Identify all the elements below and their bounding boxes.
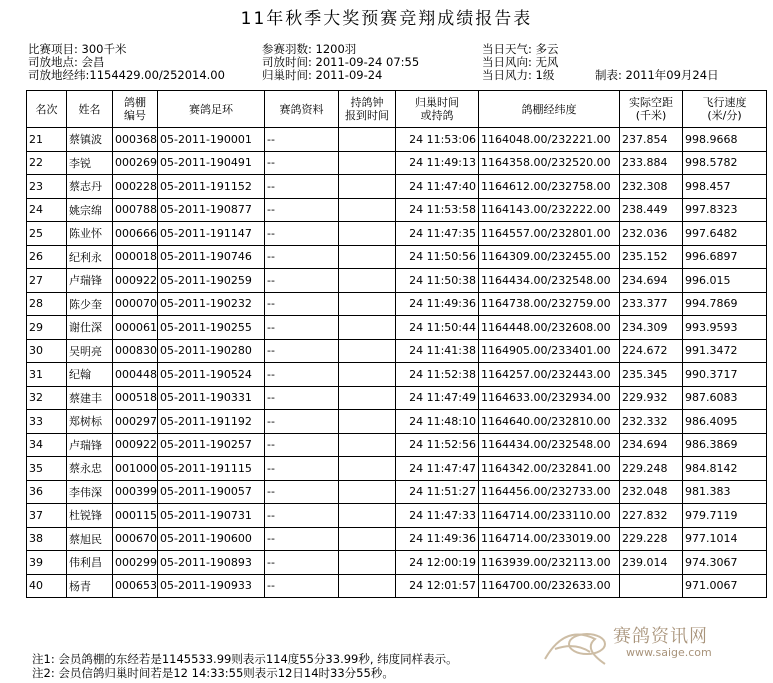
cell-ring: 05-2011-190600 (158, 527, 265, 551)
cell-loft-coords: 1164434.00/232548.00 (479, 433, 620, 457)
report-title: 11年秋季大奖预赛竞翔成绩报告表 (240, 9, 533, 29)
cell-loft-id: 000922 (113, 433, 158, 457)
cell-name: 蔡志丹 (67, 175, 113, 199)
cell-arrival-time: 24 11:47:49 (396, 386, 479, 410)
info-coords: 司放地经纬:1154429.00/252014.00 (28, 68, 225, 82)
cell-pigeon-info: -- (265, 339, 339, 363)
cell-pigeon-info: -- (265, 363, 339, 387)
cell-loft-id: 000830 (113, 339, 158, 363)
cell-loft-coords: 1164143.00/232222.00 (479, 198, 620, 222)
info-made-date: 制表: 2011年09月24日 (595, 68, 719, 82)
cell-ring: 05-2011-190257 (158, 433, 265, 457)
cell-clock-time (339, 433, 396, 457)
cell-name: 陈少奎 (67, 292, 113, 316)
cell-pigeon-info: -- (265, 551, 339, 575)
cell-distance: 239.014 (620, 551, 683, 575)
cell-distance: 229.932 (620, 386, 683, 410)
cell-rank: 28 (27, 292, 67, 316)
cell-loft-coords: 1164612.00/232758.00 (479, 175, 620, 199)
cell-pigeon-info: -- (265, 151, 339, 175)
cell-loft-id: 000399 (113, 480, 158, 504)
table-row (27, 269, 767, 293)
cell-distance: 233.377 (620, 292, 683, 316)
cell-name: 蔡永忠 (67, 457, 113, 481)
cell-pigeon-info: -- (265, 527, 339, 551)
cell-distance: 232.308 (620, 175, 683, 199)
cell-distance: 235.152 (620, 245, 683, 269)
info-count: 参赛羽数: 1200羽 (262, 42, 357, 56)
cell-rank: 33 (27, 410, 67, 434)
table-row (27, 433, 767, 457)
cell-ring: 05-2011-190259 (158, 269, 265, 293)
cell-rank: 27 (27, 269, 67, 293)
table-row (27, 527, 767, 551)
table-row (27, 222, 767, 246)
cell-rank: 31 (27, 363, 67, 387)
cell-clock-time (339, 198, 396, 222)
cell-arrival-time: 24 12:01:57 (396, 574, 479, 598)
cell-arrival-time: 24 11:52:56 (396, 433, 479, 457)
cell-clock-time (339, 222, 396, 246)
cell-loft-coords: 1164557.00/232801.00 (479, 222, 620, 246)
cell-arrival-time: 24 11:51:27 (396, 480, 479, 504)
cell-pigeon-info: -- (265, 410, 339, 434)
cell-loft-id: 000297 (113, 410, 158, 434)
cell-rank: 35 (27, 457, 67, 481)
cell-clock-time (339, 245, 396, 269)
cell-loft-id: 001000 (113, 457, 158, 481)
cell-ring: 05-2011-190057 (158, 480, 265, 504)
table-row (27, 363, 767, 387)
cell-speed: 993.9593 (683, 316, 767, 340)
table-row (27, 128, 767, 152)
info-weather: 当日天气: 多云 (482, 42, 559, 56)
cell-loft-id: 000228 (113, 175, 158, 199)
cell-loft-id: 000115 (113, 504, 158, 528)
table-row (27, 386, 767, 410)
cell-name: 卢瑞锋 (67, 433, 113, 457)
header-rank: 名次 (27, 91, 67, 128)
cell-rank: 21 (27, 128, 67, 152)
cell-ring: 05-2011-190933 (158, 574, 265, 598)
cell-name: 谢仕深 (67, 316, 113, 340)
table-row (27, 504, 767, 528)
cell-clock-time (339, 551, 396, 575)
cell-arrival-time: 24 11:53:06 (396, 128, 479, 152)
cell-rank: 23 (27, 175, 67, 199)
cell-clock-time (339, 457, 396, 481)
cell-speed: 996.015 (683, 269, 767, 293)
cell-loft-coords: 1164633.00/232934.00 (479, 386, 620, 410)
cell-rank: 24 (27, 198, 67, 222)
cell-rank: 29 (27, 316, 67, 340)
cell-pigeon-info: -- (265, 128, 339, 152)
cell-distance (620, 574, 683, 598)
cell-loft-coords: 1164342.00/232841.00 (479, 457, 620, 481)
cell-pigeon-info: -- (265, 222, 339, 246)
table-row (27, 457, 767, 481)
table-row (27, 339, 767, 363)
cell-loft-id: 000018 (113, 245, 158, 269)
cell-name: 吴明亮 (67, 339, 113, 363)
cell-rank: 26 (27, 245, 67, 269)
table-row (27, 316, 767, 340)
cell-loft-id: 000061 (113, 316, 158, 340)
cell-clock-time (339, 269, 396, 293)
cell-loft-id: 000299 (113, 551, 158, 575)
cell-speed: 986.4095 (683, 410, 767, 434)
cell-name: 蔡建丰 (67, 386, 113, 410)
cell-arrival-time: 24 11:49:36 (396, 527, 479, 551)
cell-loft-coords: 1164905.00/233401.00 (479, 339, 620, 363)
cell-rank: 25 (27, 222, 67, 246)
cell-clock-time (339, 292, 396, 316)
cell-speed: 977.1014 (683, 527, 767, 551)
cell-loft-id: 000070 (113, 292, 158, 316)
cell-distance: 234.309 (620, 316, 683, 340)
cell-rank: 37 (27, 504, 67, 528)
cell-name: 纪利永 (67, 245, 113, 269)
cell-name: 李伟深 (67, 480, 113, 504)
cell-clock-time (339, 410, 396, 434)
cell-pigeon-info: -- (265, 316, 339, 340)
cell-distance: 224.672 (620, 339, 683, 363)
cell-loft-coords: 1164714.00/233110.00 (479, 504, 620, 528)
cell-arrival-time: 24 11:50:56 (396, 245, 479, 269)
cell-loft-id: 000368 (113, 128, 158, 152)
results-table (26, 90, 767, 598)
info-wind-force: 当日风力: 1级 (482, 68, 555, 82)
cell-pigeon-info: -- (265, 574, 339, 598)
cell-name: 蔡镇波 (67, 128, 113, 152)
cell-rank: 39 (27, 551, 67, 575)
cell-arrival-time: 24 11:48:10 (396, 410, 479, 434)
cell-clock-time (339, 339, 396, 363)
cell-speed: 986.3869 (683, 433, 767, 457)
cell-loft-coords: 1164738.00/232759.00 (479, 292, 620, 316)
cell-pigeon-info: -- (265, 504, 339, 528)
cell-ring: 05-2011-190331 (158, 386, 265, 410)
table-row (27, 410, 767, 434)
watermark-text: 赛鸽资讯网 (613, 626, 708, 647)
cell-ring: 05-2011-190232 (158, 292, 265, 316)
cell-arrival-time: 24 11:53:58 (396, 198, 479, 222)
header-loft-id: 鸽棚 编号 (113, 91, 158, 128)
cell-speed: 984.8142 (683, 457, 767, 481)
cell-ring: 05-2011-190731 (158, 504, 265, 528)
table-row (27, 245, 767, 269)
cell-arrival-time: 24 11:50:44 (396, 316, 479, 340)
table-row (27, 198, 767, 222)
cell-pigeon-info: -- (265, 457, 339, 481)
header-ring: 赛鸽足环 (158, 91, 265, 128)
header-speed: 飞行速度 (米/分) (683, 91, 767, 128)
cell-loft-id: 000666 (113, 222, 158, 246)
cell-rank: 32 (27, 386, 67, 410)
cell-clock-time (339, 151, 396, 175)
cell-arrival-time: 24 11:47:35 (396, 222, 479, 246)
cell-ring: 05-2011-190001 (158, 128, 265, 152)
cell-loft-id: 000922 (113, 269, 158, 293)
info-distance: 比赛项目: 300千米 (28, 42, 127, 56)
cell-loft-coords: 1164358.00/232520.00 (479, 151, 620, 175)
header-distance: 实际空距 (千米) (620, 91, 683, 128)
cell-speed: 996.6897 (683, 245, 767, 269)
cell-name: 陈业怀 (67, 222, 113, 246)
cell-arrival-time: 24 11:50:38 (396, 269, 479, 293)
cell-pigeon-info: -- (265, 480, 339, 504)
cell-distance: 238.449 (620, 198, 683, 222)
cell-name: 伟利昌 (67, 551, 113, 575)
table-header-row (27, 91, 767, 128)
cell-name: 姚宗绵 (67, 198, 113, 222)
cell-speed: 991.3472 (683, 339, 767, 363)
cell-clock-time (339, 386, 396, 410)
cell-loft-id: 000788 (113, 198, 158, 222)
cell-clock-time (339, 504, 396, 528)
cell-distance: 229.228 (620, 527, 683, 551)
cell-name: 李锐 (67, 151, 113, 175)
cell-clock-time (339, 480, 396, 504)
table-row (27, 480, 767, 504)
cell-loft-coords: 1164456.00/232733.00 (479, 480, 620, 504)
cell-speed: 997.8323 (683, 198, 767, 222)
table-row (27, 551, 767, 575)
cell-pigeon-info: -- (265, 386, 339, 410)
cell-pigeon-info: -- (265, 292, 339, 316)
cell-loft-coords: 1164048.00/232221.00 (479, 128, 620, 152)
cell-rank: 40 (27, 574, 67, 598)
cell-loft-coords: 1164700.00/232633.00 (479, 574, 620, 598)
cell-pigeon-info: -- (265, 198, 339, 222)
cell-loft-coords: 1164309.00/232455.00 (479, 245, 620, 269)
cell-ring: 05-2011-190746 (158, 245, 265, 269)
cell-ring: 05-2011-190491 (158, 151, 265, 175)
cell-rank: 38 (27, 527, 67, 551)
cell-name: 杜锐锋 (67, 504, 113, 528)
cell-name: 纪翰 (67, 363, 113, 387)
cell-rank: 36 (27, 480, 67, 504)
cell-loft-coords: 1164640.00/232810.00 (479, 410, 620, 434)
cell-ring: 05-2011-191152 (158, 175, 265, 199)
cell-arrival-time: 24 11:47:40 (396, 175, 479, 199)
cell-arrival-time: 24 12:00:19 (396, 551, 479, 575)
cell-distance: 237.854 (620, 128, 683, 152)
cell-clock-time (339, 175, 396, 199)
footnotes (32, 652, 458, 680)
info-wind-direction: 当日风向: 无风 (482, 55, 559, 69)
footnote-1: 注1: 会员鸽棚的东经若是1145533.99则表示114度55分33.99秒, 纬度同样表示。 (32, 652, 458, 666)
cell-distance: 229.248 (620, 457, 683, 481)
cell-loft-coords: 1164434.00/232548.00 (479, 269, 620, 293)
table-row (27, 151, 767, 175)
header-pigeon-info: 赛鸽资料 (265, 91, 339, 128)
cell-clock-time (339, 316, 396, 340)
cell-arrival-time: 24 11:49:13 (396, 151, 479, 175)
cell-speed: 998.9668 (683, 128, 767, 152)
cell-arrival-time: 24 11:52:38 (396, 363, 479, 387)
cell-rank: 30 (27, 339, 67, 363)
cell-ring: 05-2011-191147 (158, 222, 265, 246)
cell-speed: 990.3717 (683, 363, 767, 387)
cell-name: 蔡旭民 (67, 527, 113, 551)
cell-clock-time (339, 527, 396, 551)
cell-distance: 235.345 (620, 363, 683, 387)
cell-loft-coords: 1164714.00/233019.00 (479, 527, 620, 551)
cell-pigeon-info: -- (265, 269, 339, 293)
cell-speed: 994.7869 (683, 292, 767, 316)
cell-loft-id: 000518 (113, 386, 158, 410)
cell-distance: 233.884 (620, 151, 683, 175)
cell-loft-id: 000448 (113, 363, 158, 387)
table-row (27, 574, 767, 598)
cell-loft-coords: 1163939.00/232113.00 (479, 551, 620, 575)
header-arrival-time: 归巢时间 或持鸽 (396, 91, 479, 128)
cell-ring: 05-2011-190877 (158, 198, 265, 222)
info-location: 司放地点: 会昌 (28, 55, 105, 69)
cell-ring: 05-2011-191192 (158, 410, 265, 434)
cell-loft-id: 000653 (113, 574, 158, 598)
cell-distance: 234.694 (620, 433, 683, 457)
cell-ring: 05-2011-190280 (158, 339, 265, 363)
table-row (27, 292, 767, 316)
header-clock-time: 持鸽钟 报到时间 (339, 91, 396, 128)
cell-loft-coords: 1164448.00/232608.00 (479, 316, 620, 340)
cell-clock-time (339, 363, 396, 387)
cell-speed: 998.5782 (683, 151, 767, 175)
cell-name: 郑树标 (67, 410, 113, 434)
cell-arrival-time: 24 11:47:33 (396, 504, 479, 528)
header-loft-coords: 鸽棚经纬度 (479, 91, 620, 128)
cell-speed: 987.6083 (683, 386, 767, 410)
watermark-url: www.saige.com (626, 646, 712, 659)
cell-ring: 05-2011-190524 (158, 363, 265, 387)
cell-arrival-time: 24 11:49:36 (396, 292, 479, 316)
cell-loft-id: 000269 (113, 151, 158, 175)
cell-speed: 971.0067 (683, 574, 767, 598)
cell-speed: 998.457 (683, 175, 767, 199)
cell-speed: 974.3067 (683, 551, 767, 575)
cell-ring: 05-2011-190255 (158, 316, 265, 340)
cell-loft-coords: 1164257.00/232443.00 (479, 363, 620, 387)
cell-arrival-time: 24 11:47:47 (396, 457, 479, 481)
cell-pigeon-info: -- (265, 175, 339, 199)
cell-clock-time (339, 128, 396, 152)
cell-distance: 232.332 (620, 410, 683, 434)
cell-arrival-time: 24 11:41:38 (396, 339, 479, 363)
footnote-2: 注2: 会员信鸽归巢时间若是12 14:33:55则表示12日14时33分55秒。 (32, 666, 394, 680)
cell-speed: 981.383 (683, 480, 767, 504)
info-release-time: 司放时间: 2011-09-24 07:55 (262, 55, 420, 69)
header-name: 姓名 (67, 91, 113, 128)
cell-speed: 997.6482 (683, 222, 767, 246)
cell-pigeon-info: -- (265, 433, 339, 457)
cell-distance: 232.048 (620, 480, 683, 504)
cell-name: 杨青 (67, 574, 113, 598)
cell-rank: 22 (27, 151, 67, 175)
cell-speed: 979.7119 (683, 504, 767, 528)
table-row (27, 175, 767, 199)
cell-distance: 232.036 (620, 222, 683, 246)
cell-distance: 234.694 (620, 269, 683, 293)
cell-ring: 05-2011-190893 (158, 551, 265, 575)
cell-pigeon-info: -- (265, 245, 339, 269)
info-return-time: 归巢时间: 2011-09-24 (262, 68, 383, 82)
cell-ring: 05-2011-191115 (158, 457, 265, 481)
cell-distance: 227.832 (620, 504, 683, 528)
cell-name: 卢瑞锋 (67, 269, 113, 293)
cell-rank: 34 (27, 433, 67, 457)
cell-clock-time (339, 574, 396, 598)
cell-loft-id: 000670 (113, 527, 158, 551)
